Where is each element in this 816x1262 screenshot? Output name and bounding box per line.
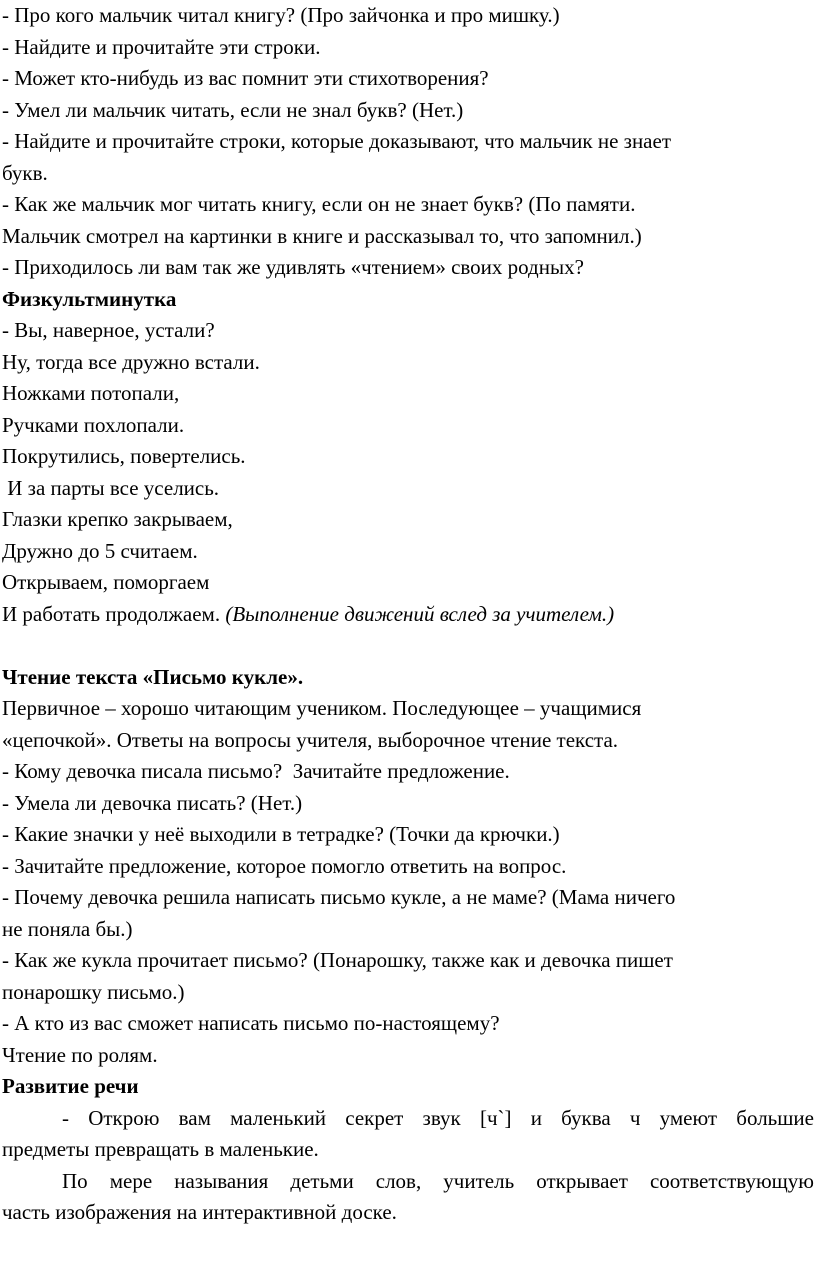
text-line: - Кому девочка писала письмо? Зачитайте предложение. [2, 759, 510, 783]
paragraph-line: предметы превращать в маленькие. [2, 1137, 319, 1161]
text-line: Чтение по ролям. [2, 1042, 158, 1067]
paragraph-line: По мере называния детьми слов, учитель открывает соответствующую [62, 1168, 814, 1193]
poem-last-line [2, 599, 814, 631]
stage-direction: (Выполнение движений вслед за учителем.) [225, 601, 615, 626]
text-line: - Умел ли мальчик читать, если не знал букв? (Нет.) [2, 97, 464, 122]
poem-line: Ну, тогда все дружно встали. [2, 349, 260, 374]
fizminutka-block [2, 284, 814, 631]
poem-line: Ножками потопали, [2, 381, 180, 405]
text-line: - Зачитайте предложение, которое помогло ответить на вопрос. [2, 853, 567, 878]
text-line: не поняла бы.) [2, 916, 133, 941]
text-line: - Найдите и прочитайте эти строки. [2, 34, 321, 59]
poem-line: Открываем, поморгаем [2, 570, 210, 594]
poem-line: Дружно до 5 считаем. [2, 538, 198, 563]
text-line: - А кто из вас сможет написать письмо по-настоящему? [2, 1011, 500, 1035]
text-line: - Как же мальчик мог читать книгу, если он не знает букв? (По памяти. [2, 192, 636, 216]
poem-line: - Вы, наверное, устали? [2, 318, 215, 342]
text-line: - Какие значки у неё выходили в тетрадке? (Точки да крючки.) [2, 822, 560, 846]
paragraph-line: часть изображения на интерактивной доске. [2, 1200, 397, 1224]
text-line: понарошку письмо.) [2, 979, 185, 1004]
text-line: - Как же кукла прочитает письмо? (Понарошку, также как и девочка пишет [2, 948, 673, 972]
section-heading: Чтение текста «Письмо кукле». [2, 664, 304, 689]
speech-block [2, 1071, 814, 1229]
text-line: - Почему девочка решила написать письмо кукле, а не маме? (Мама ничего [2, 885, 676, 909]
poem-line: И за парты все уселись. [2, 475, 220, 500]
text-line: Мальчик смотрел на картинки в книге и рассказывал то, что запомнил.) [2, 223, 642, 248]
text-line: - Может кто-нибудь из вас помнит эти стихотворения? [2, 66, 489, 90]
text-line: - Умела ли девочка писать? (Нет.) [2, 790, 303, 815]
reading-block [2, 662, 814, 1072]
text-line: - Про кого мальчик читал книгу? (Про зайчонка и про мишку.) [2, 3, 560, 27]
document-page [2, 0, 814, 1229]
poem-line: Глазки крепко закрываем, [2, 507, 233, 531]
text-line: - Найдите и прочитайте строки, которые доказывают, что мальчик не знает [2, 129, 671, 153]
questions-block [2, 0, 814, 284]
text-line: букв. [2, 160, 48, 185]
section-heading: Развитие речи [2, 1074, 139, 1098]
poem-line: Ручками похлопали. [2, 412, 185, 437]
poem-line: Покрутились, повертелись. [2, 444, 246, 468]
text-line: Первичное – хорошо читающим учеником. Последующее – учащимися [2, 696, 642, 720]
text-line: «цепочкой». Ответы на вопросы учителя, выборочное чтение текста. [2, 727, 619, 752]
blank-line [2, 630, 814, 662]
paragraph-line: - Открою вам маленький секрет звук [ч`] и буква ч умеют большие [62, 1105, 814, 1130]
section-heading: Физкультминутка [2, 286, 177, 311]
poem-line-text: И работать продолжаем. [2, 601, 226, 626]
text-line: - Приходилось ли вам так же удивлять «чтением» своих родных? [2, 255, 584, 279]
